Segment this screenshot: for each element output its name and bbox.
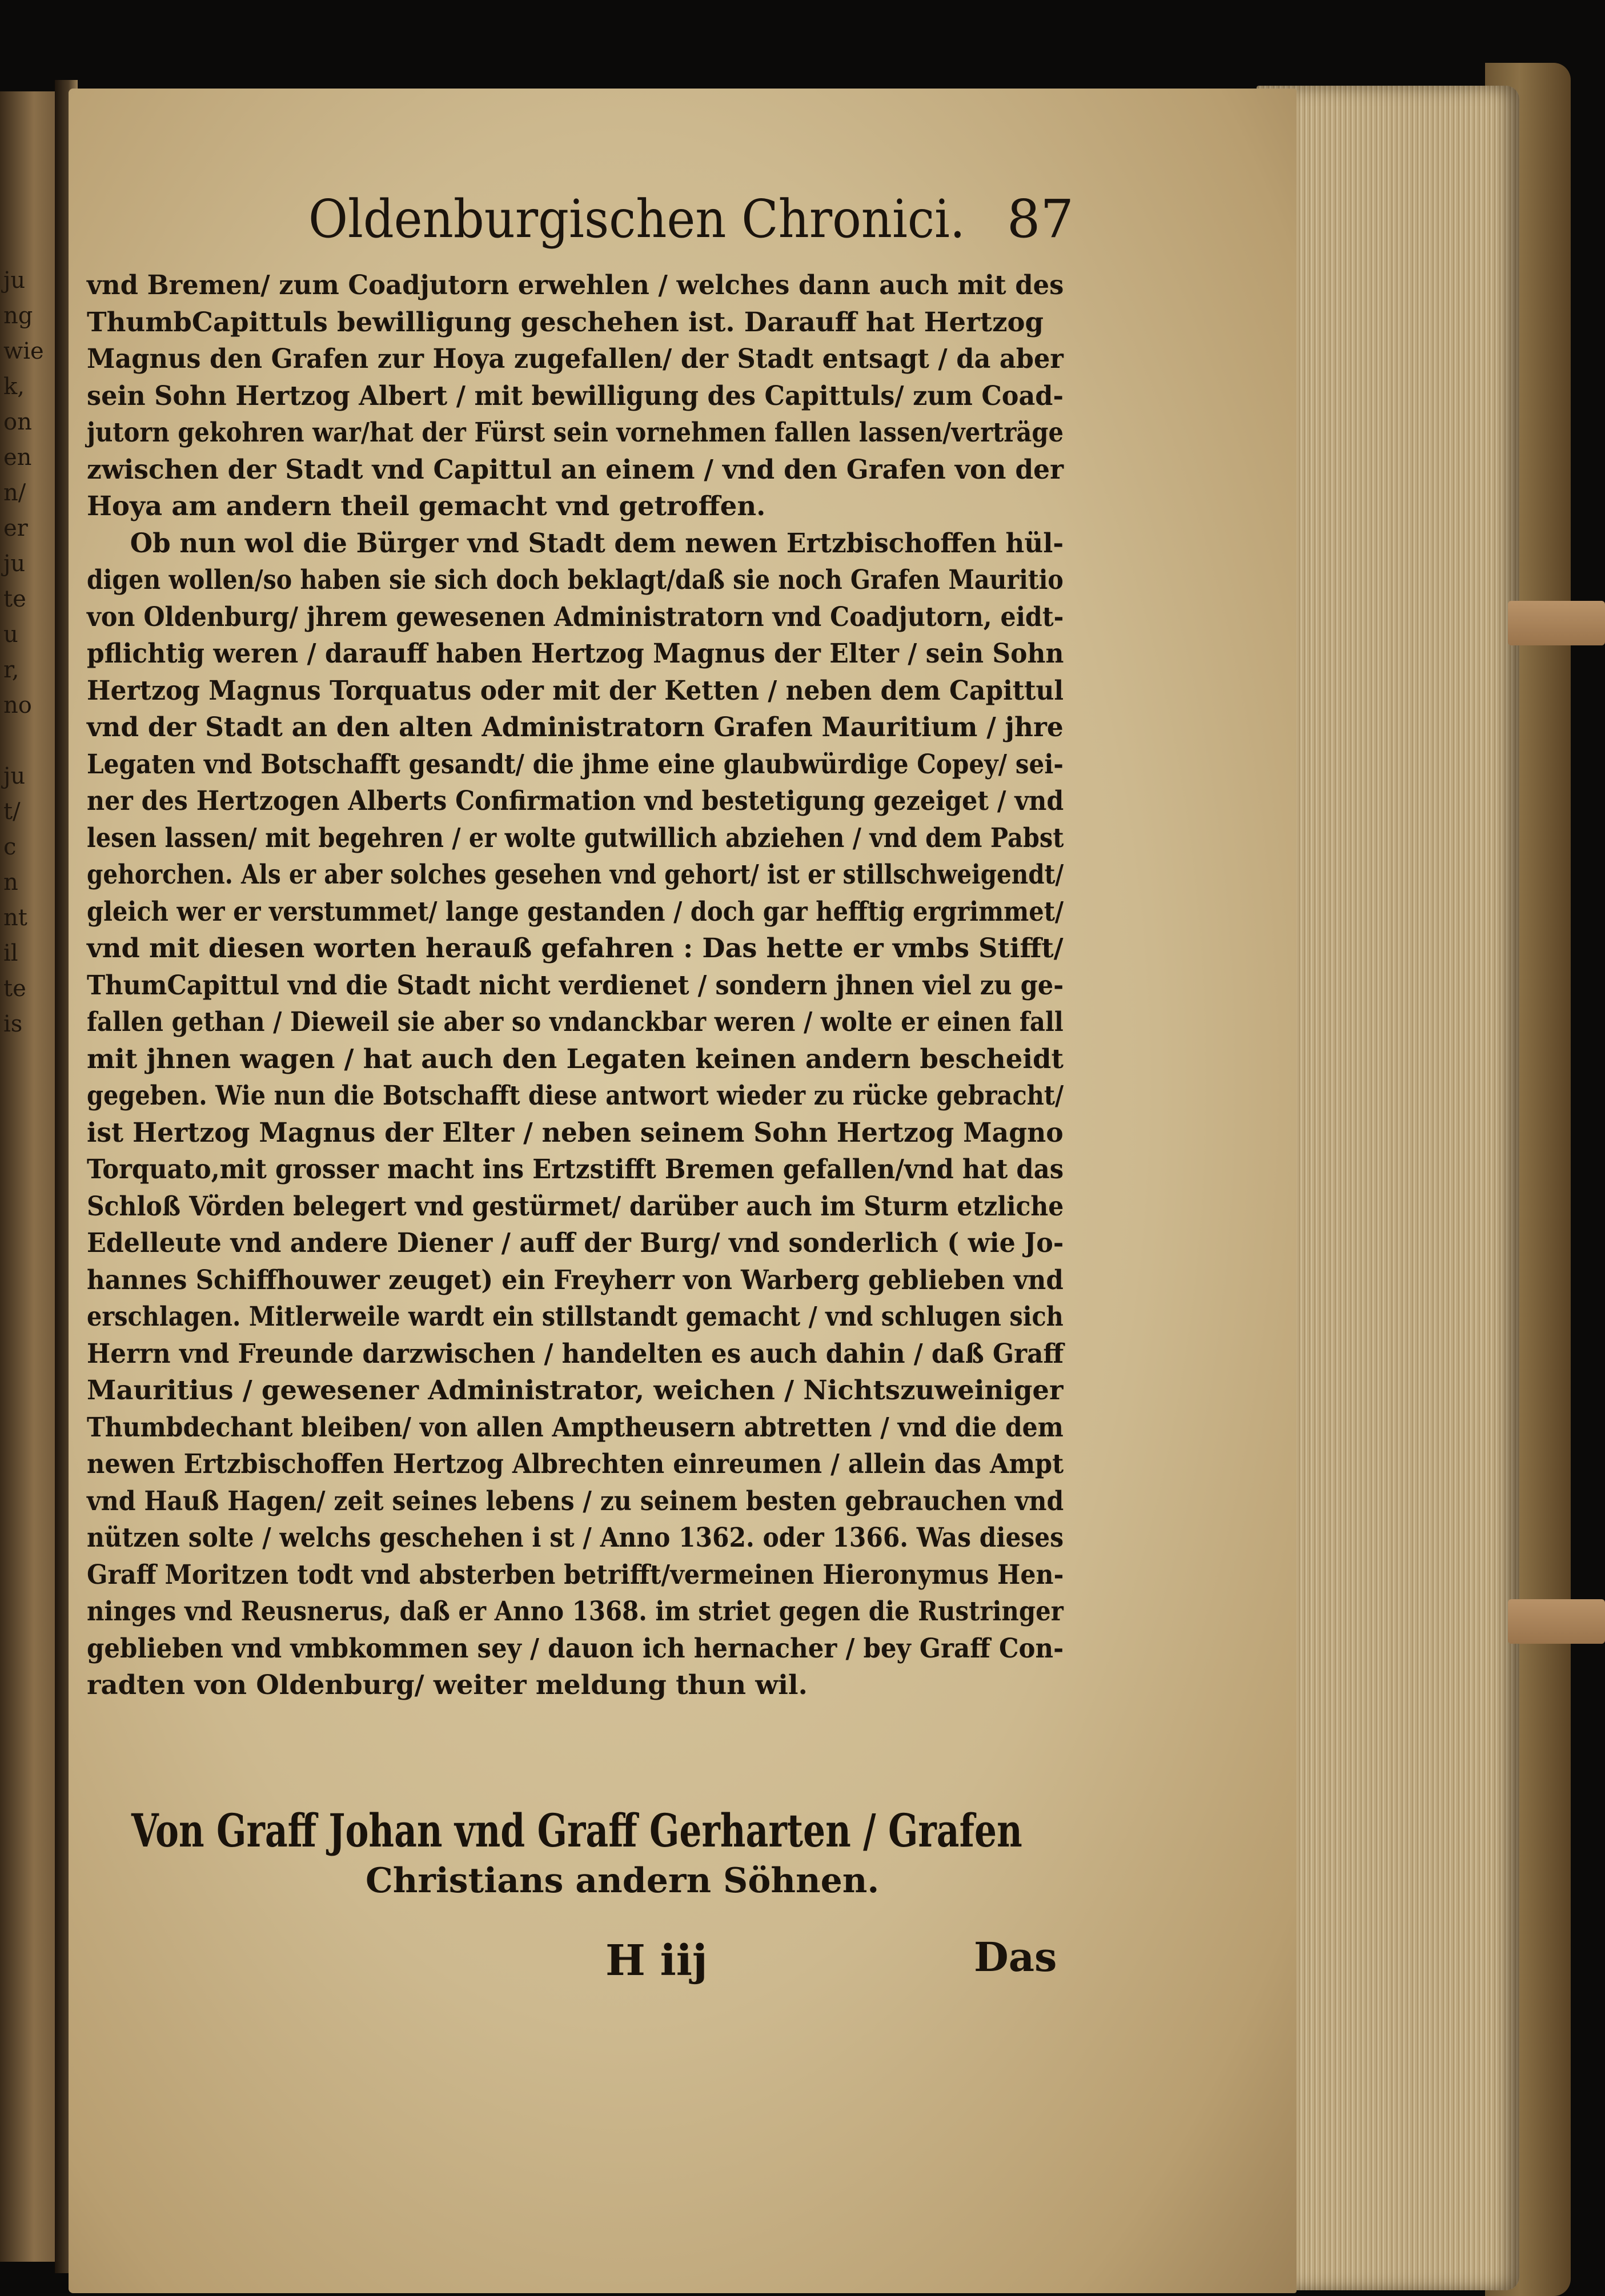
body-line: Thumbdechant bleiben/ von allen Ampthеusern abtretten / vnd die dem [87,1411,1064,1443]
body-line: ist Hertzog Magnus der Elter / neben seinem Sohn Hertzog Magno [87,1116,1064,1148]
body-line: digen wollen/so haben sie sich doch beklagt/daß sie noch Grafen Mauritio [87,564,1064,595]
body-line: Herrn vnd Freunde darzwischen / handelten es auch dahin / daß Graff [87,1337,1064,1369]
body-line: Magnus den Grafen zur Hoya zugefallen/ der Stadt entsagt / da aber [87,343,1064,374]
body-line: nützen solte / welchs geschehen i st / Anno 1362. oder 1366. Was dieses [87,1522,1064,1553]
body-line: gleich wer er verstummet/ lange gestanden / doch gar hefftig ergrimmet/ [87,895,1064,927]
body-line: von Oldenburg/ jhrem gewesenen Administratorn vnd Coadjutorn, eidt- [87,600,1064,632]
catchword: Das [974,1933,1057,1981]
body-line: jutorn gekohren war/hat der Fürst sein vornehmen fallen lassen/verträge [87,416,1064,448]
page-header [308,188,1074,257]
section-heading-line-1: Von Graff Johan vnd Graff Gerharten / Grafen [131,1804,1022,1857]
page-number: 87 [1006,188,1074,250]
body-line: vnd Hauß Hagen/ zeit seines lebens / zu seinem besten gebrauchen vnd [87,1484,1064,1516]
facing-page [0,91,62,2262]
leather-tab-bottom [1508,1599,1605,1644]
body-line: sein Sohn Hertzog Albert / mit bewilligung des Capittuls/ zum Coad- [87,379,1064,411]
body-line: Graff Moritzen todt vnd absterben betrifft/vermeinen Hieronymus Hen- [87,1558,1064,1590]
body-line: Torquato,mit grosser macht ins Ertzstifft Bremen gefallen/vnd hat das [87,1153,1064,1185]
body-line: erschlagen. Mitlerweile wardt ein stillstandt gemacht / vnd schlugen sich [87,1300,1064,1332]
body-line: pflichtig weren / darauff haben Hertzog Magnus der Elter / sein Sohn [87,637,1064,669]
body-line: Schloß Vörden belegert vnd gestürmet/ darüber auch im Sturm etzliche [87,1190,1064,1222]
body-line: Legaten vnd Botschafft gesandt/ die jhme eine glaubwürdige Copey/ sei- [87,748,1064,780]
body-line: Ob nun wol die Bürger vnd Stadt dem newen Ertzbischoffen hül- [130,527,1064,559]
section-heading [131,1802,1022,1902]
body-line: hannes Schiffhouwer zeuget) ein Freyherr von Warberg geblieben vnd [87,1263,1064,1295]
running-title: Oldenburgischen Chronici. [308,188,965,250]
body-line: gehorchen. Als er aber solches gesehen vnd gehort/ ist er stillschweigendt/ [87,858,1064,890]
body-line: ninges vnd Reusnerus, daß er Anno 1368. im striet gegen die Rustringer [87,1595,1064,1627]
body-line: Hoya am andern theil gemacht vnd getroffen. [87,490,766,521]
body-line: radten von Oldenburg/ weiter meldung thun wil. [87,1669,808,1700]
body-line: lesen lassen/ mit begehren / er wolte gutwillich abziehen / vnd dem Pabst [87,821,1064,853]
body-line: fallen gethan / Dieweil sie aber so vndanckbar weren / wolte er einen fall [87,1006,1064,1037]
body-line: geblieben vnd vmbkommen sey / dauon ich hernacher / bey Graff Con- [87,1632,1064,1664]
body-line: Hertzog Magnus Torquatus oder mit der Ketten / neben dem Capittul [87,674,1064,706]
body-line: ThumCapittul vnd die Stadt nicht verdienet / sondern jhnen viel zu ge- [87,969,1064,1001]
body-line: Mauritius / gewesener Administrator, weichen / Nichtszuweiniger [87,1374,1064,1406]
body-line: vnd mit diesen worten herauß gefahren : Das hette er vmbs Stifft/ [87,932,1064,964]
body-line: zwischen der Stadt vnd Capittul an einem / vnd den Grafen von der [87,453,1064,485]
signature-mark: H iij [605,1936,708,1985]
body-text [87,267,1064,1704]
leather-tab-top [1508,601,1605,645]
body-line: newen Ertzbischoffen Hertzog Albrechten einreumen / allein das Ampt [87,1448,1064,1479]
body-line: gegeben. Wie nun die Botschafft diese antwort wieder zu rücke gebracht/ [87,1079,1064,1111]
section-heading-line-2: Christians andern Söhnen. [366,1861,880,1901]
body-line: vnd Bremen/ zum Coadjutorn erwehlen / welches dann auch mit des [87,269,1064,300]
body-line: ThumbCapittuls bewilligung geschehen ist. Darauff hat Hertzog [87,306,1044,338]
body-line: Edelleute vnd andere Diener / auff der Burg/ vnd sonderlich ( wie Jo- [87,1227,1064,1258]
body-line: vnd der Stadt an den alten Administratorn Grafen Mauritium / jhre [87,711,1064,742]
body-line: ner des Hertzogen Alberts Confirmation vnd bestetigung gezeiget / vnd [87,785,1064,816]
body-line: mit jhnen wagen / hat auch den Legaten keinen andern bescheidt [87,1042,1064,1074]
facing-page-text: ju ng wie k, on en n/ er ju te u r, no ju t/ c n nt il te is [3,267,44,1037]
